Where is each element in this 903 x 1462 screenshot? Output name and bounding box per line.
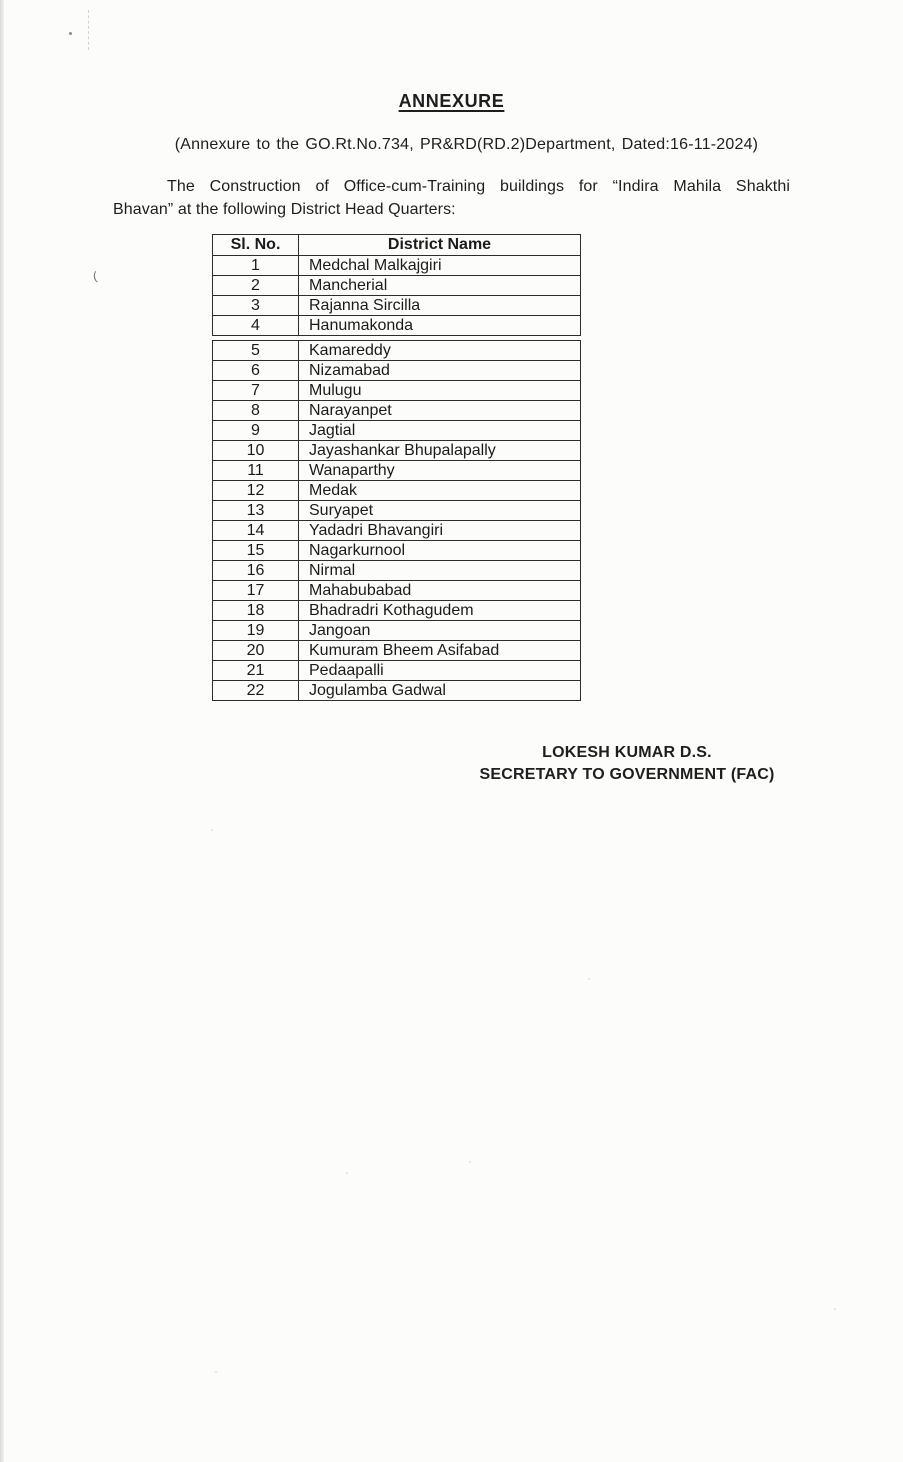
sl-no-cell: 14 bbox=[213, 521, 299, 541]
sl-no-cell: 6 bbox=[213, 361, 299, 381]
district-name-cell: Nagarkurnool bbox=[299, 541, 581, 561]
sl-no-cell: 9 bbox=[213, 421, 299, 441]
body-paragraph bbox=[113, 176, 790, 221]
districts-table-section-2 bbox=[212, 340, 581, 701]
scan-artifact bbox=[469, 1161, 471, 1163]
table-body-section-2 bbox=[213, 341, 581, 701]
sl-no-cell: 18 bbox=[213, 601, 299, 621]
signature-name: LOKESH KUMAR D.S. bbox=[542, 744, 712, 761]
sl-no-cell: 11 bbox=[213, 461, 299, 481]
sl-no-cell: 19 bbox=[213, 621, 299, 641]
page-title bbox=[0, 93, 903, 111]
district-name-cell: Mancherial bbox=[299, 276, 581, 296]
district-name-cell: Medchal Malkajgiri bbox=[299, 256, 581, 276]
table-row bbox=[213, 521, 581, 541]
sl-no-cell: 21 bbox=[213, 661, 299, 681]
scan-artifact bbox=[215, 1371, 217, 1373]
table-row bbox=[213, 681, 581, 701]
table-row bbox=[213, 661, 581, 681]
table-row bbox=[213, 401, 581, 421]
table-row bbox=[213, 501, 581, 521]
scan-artifact: ( bbox=[92, 268, 98, 284]
table-row bbox=[213, 601, 581, 621]
table-header-row bbox=[213, 235, 581, 256]
table-row bbox=[213, 341, 581, 361]
table-row bbox=[213, 381, 581, 401]
district-name-cell: Nirmal bbox=[299, 561, 581, 581]
sl-no-cell: 1 bbox=[213, 256, 299, 276]
district-name-cell: Jogulamba Gadwal bbox=[299, 681, 581, 701]
district-name-cell: Jayashankar Bhupalapally bbox=[299, 441, 581, 461]
scan-artifact bbox=[88, 10, 89, 50]
table-row bbox=[213, 361, 581, 381]
table-row bbox=[213, 296, 581, 316]
district-name-cell: Narayanpet bbox=[299, 401, 581, 421]
scan-edge-shadow bbox=[0, 0, 4, 1462]
district-name-cell: Jangoan bbox=[299, 621, 581, 641]
table-row bbox=[213, 581, 581, 601]
annexure-reference-line: (Annexure to the GO.Rt.No.734, PR&RD(RD.2)Department, Dated:16-11-2024) bbox=[174, 136, 759, 153]
table-row bbox=[213, 441, 581, 461]
signature-block bbox=[464, 742, 790, 786]
district-name-cell: Kamareddy bbox=[299, 341, 581, 361]
districts-table-header bbox=[213, 235, 581, 256]
sl-no-cell: 4 bbox=[213, 316, 299, 336]
sl-no-cell: 3 bbox=[213, 296, 299, 316]
sl-no-cell: 13 bbox=[213, 501, 299, 521]
table-row bbox=[213, 621, 581, 641]
table-row bbox=[213, 481, 581, 501]
scan-artifact bbox=[346, 1172, 348, 1174]
sl-no-cell: 22 bbox=[213, 681, 299, 701]
body-paragraph-line-1: The Construction of Office-cum-Training buildings for “Indira Mahila Shakthi bbox=[167, 178, 790, 195]
scan-artifact bbox=[69, 32, 72, 35]
district-name-cell: Wanaparthy bbox=[299, 461, 581, 481]
table-header-district-name: District Name bbox=[299, 235, 581, 256]
scan-artifact bbox=[588, 978, 590, 980]
district-name-cell: Jagtial bbox=[299, 421, 581, 441]
sl-no-cell: 2 bbox=[213, 276, 299, 296]
district-name-cell: Suryapet bbox=[299, 501, 581, 521]
scan-artifact bbox=[834, 1308, 836, 1310]
sl-no-cell: 12 bbox=[213, 481, 299, 501]
table-row bbox=[213, 421, 581, 441]
signature-designation: SECRETARY TO GOVERNMENT (FAC) bbox=[479, 766, 775, 783]
table-header-sl-no: Sl. No. bbox=[213, 235, 299, 256]
district-name-cell: Medak bbox=[299, 481, 581, 501]
table-row bbox=[213, 561, 581, 581]
sl-no-cell: 16 bbox=[213, 561, 299, 581]
sl-no-cell: 15 bbox=[213, 541, 299, 561]
sl-no-cell: 10 bbox=[213, 441, 299, 461]
body-paragraph-line-2: Bhavan” at the following District Head Quarters: bbox=[113, 200, 456, 218]
table-row bbox=[213, 256, 581, 276]
page-title-text: ANNEXURE bbox=[398, 91, 505, 111]
sl-no-cell: 20 bbox=[213, 641, 299, 661]
districts-table-container bbox=[212, 234, 581, 701]
sl-no-cell: 7 bbox=[213, 381, 299, 401]
district-name-cell: Hanumakonda bbox=[299, 316, 581, 336]
district-name-cell: Yadadri Bhavangiri bbox=[299, 521, 581, 541]
table-row bbox=[213, 276, 581, 296]
table-row bbox=[213, 541, 581, 561]
district-name-cell: Kumuram Bheem Asifabad bbox=[299, 641, 581, 661]
sl-no-cell: 8 bbox=[213, 401, 299, 421]
scan-artifact bbox=[211, 829, 213, 831]
sl-no-cell: 5 bbox=[213, 341, 299, 361]
district-name-cell: Mulugu bbox=[299, 381, 581, 401]
sl-no-cell: 17 bbox=[213, 581, 299, 601]
district-name-cell: Rajanna Sircilla bbox=[299, 296, 581, 316]
districts-table-section-1 bbox=[212, 234, 581, 336]
district-name-cell: Nizamabad bbox=[299, 361, 581, 381]
table-row bbox=[213, 316, 581, 336]
district-name-cell: Bhadradri Kothagudem bbox=[299, 601, 581, 621]
district-name-cell: Mahabubabad bbox=[299, 581, 581, 601]
district-name-cell: Pedaapalli bbox=[299, 661, 581, 681]
table-body-section-1 bbox=[213, 256, 581, 336]
table-row bbox=[213, 641, 581, 661]
table-row bbox=[213, 461, 581, 481]
